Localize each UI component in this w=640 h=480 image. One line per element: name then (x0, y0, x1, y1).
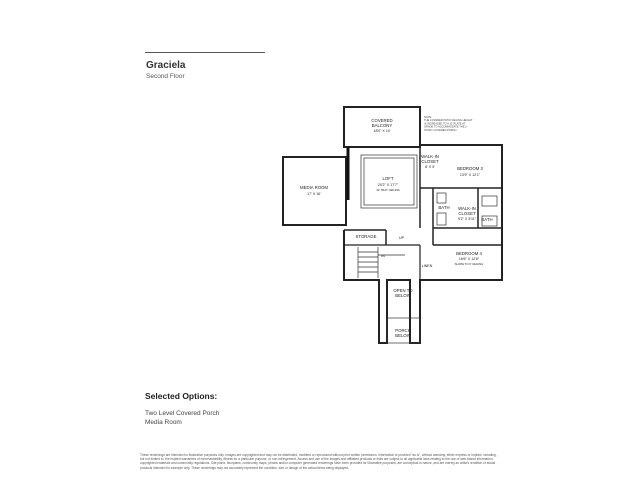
covered-balcony-label-2: BALCONY (371, 123, 393, 128)
option-item: Two Level Covered Porch (145, 410, 220, 417)
covered-balcony-label: COVERED (371, 118, 393, 123)
walk-in-closet-2-dims: 9'2" X 5'11" (457, 217, 477, 221)
bedroom-4-sub: SLOPE TO 9' CEILING (454, 262, 484, 266)
selected-options-heading: Selected Options: (145, 391, 218, 401)
media-room-label: MEDIA ROOM (300, 185, 328, 190)
loft-dims: 20'2" X 17'7" (377, 183, 399, 187)
media-room-dims: 17' X 16' (307, 192, 321, 196)
walk-in-closet-1-dims: 8' X 5' (425, 165, 435, 169)
plan-note: NOTE: THE COVERED PATIO CEILING HEIGHT IS INCREASED TO A 12' PLATE AT GRADE TO ACCOMMODATE THE 2- STORY COVERED PORCH. (424, 116, 473, 132)
option-item: Media Room (145, 419, 182, 426)
open-to-below-label: OPEN TO (393, 288, 413, 293)
stair-dn-label: DN (381, 254, 386, 258)
stair-up-label: UP (399, 236, 404, 240)
linen-label: LINEN (421, 264, 433, 268)
walk-in-closet-2-label: WALK-IN (458, 206, 476, 211)
disclaimer-text: These renderings are intended for illustrative purposes only. Images are copyrighted and may not be distributed, modified or reproduced without prior written permission. Information is provided "as is", without warranty, either express or implied, including, but not limited to, the implied warranties of merchantability, fitness for a particular purpose, or non-infringement. Access and use of the images and affiliated products or links are subject to all applicable laws relating to the use of web-based information, copyrighted materials and community regulations. Site plans, floorplans, community maps, photos and/or computer generated renderings have been provided for illustrative purposes, are conceptual in nature, and are merely an artist's rendition of actual products intended for example only. These renderings may not accurately represent the condition, size or design of the actual items being displayed. (140, 453, 497, 470)
plan-title: Graciela (146, 60, 186, 71)
bath-1-label: BATH (438, 205, 450, 210)
walk-in-closet-1-label: WALK-IN (421, 154, 439, 159)
open-to-below-label-2: BELOW (395, 293, 411, 298)
stairs (358, 247, 405, 278)
bedroom-3-label: BEDROOM 3 (457, 166, 483, 171)
covered-balcony-dims: 18'0" X 10' (373, 129, 391, 133)
walk-in-closet-1-label-2: CLOSET (421, 159, 439, 164)
bedroom-3-dims: 13'9" X 12'1" (459, 173, 481, 177)
loft-label: LOFT (382, 176, 394, 181)
loft-sub: 10' TRAY CEILING (376, 188, 400, 192)
floor-subtitle: Second Floor (146, 73, 185, 80)
plan-walls (283, 107, 502, 343)
porch-below-label: PORCH (395, 328, 411, 333)
bedroom-4-dims: 16'6" X 12'8" (458, 257, 480, 261)
porch-below-label-2: BELOW (395, 333, 411, 338)
walk-in-closet-2-label-2: CLOSET (458, 211, 476, 216)
storage-label: STORAGE (355, 234, 377, 239)
bedroom-4-label: BEDROOM 4 (456, 251, 482, 256)
bath-2-label: BATH (481, 217, 493, 222)
